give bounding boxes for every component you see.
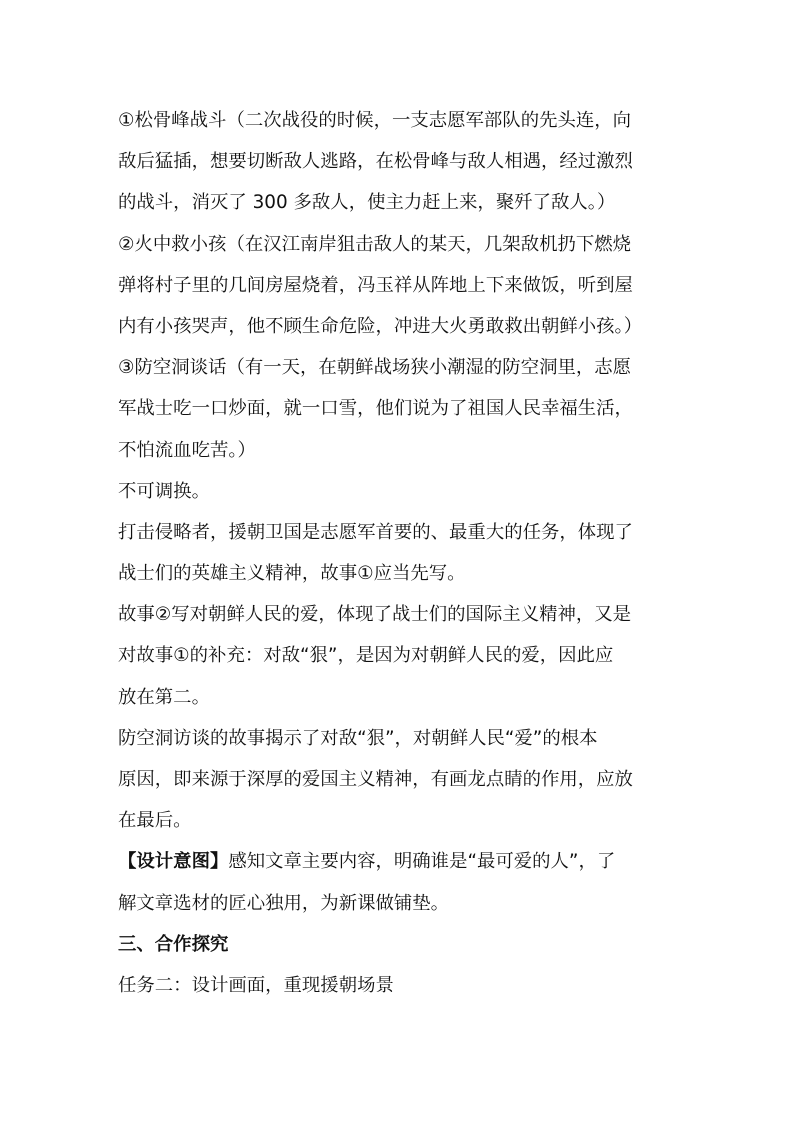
story-3-line-2: 军战士吃一口炒面，就一口雪，他们说为了祖国人民幸福生活， xyxy=(118,398,633,420)
answer-statement: 不可调换。 xyxy=(118,480,210,502)
answer-paragraph-2 xyxy=(118,594,678,718)
answer-p2-line-2: 对故事①的补充：对敌“狠”，是因为对朝鲜人民的爱，因此应 xyxy=(118,645,614,667)
answer-p2-line-3: 放在第二。 xyxy=(118,686,210,708)
story-1-line-2: 敌后猛插，想要切断敌人逃路，在松骨峰与敌人相遇，经过激烈 xyxy=(118,151,633,173)
answer-paragraph-1 xyxy=(118,512,678,594)
design-intent-text: 感知文章主要内容，明确谁是“最可爱的人”，了 xyxy=(228,851,616,873)
answer-p3-line-2: 原因，即来源于深厚的爱国主义精神，有画龙点睛的作用，应放 xyxy=(118,769,633,790)
answer-p1-line-1: 打击侵略者，援朝卫国是志愿军首要的、最重大的任务，体现了 xyxy=(118,521,633,543)
story-2 xyxy=(118,224,678,348)
design-intent-label: 【设计意图】 xyxy=(118,851,229,873)
story-1 xyxy=(118,100,678,224)
story-1-line-3: 的战斗，消灭了 300 多敌人，使主力赶上来，聚歼了敌人。） xyxy=(118,192,616,214)
design-intent xyxy=(118,841,678,923)
design-intent-line-2: 解文章选材的匠心独用，为新课做铺垫。 xyxy=(118,892,450,914)
answer-p1-line-2: 战士们的英雄主义精神，故事①应当先写。 xyxy=(118,563,466,585)
answer-p2-line-1: 故事②写对朝鲜人民的爱，体现了战士们的国际主义精神，又是 xyxy=(118,604,632,626)
answer-p3-line-1: 防空洞访谈的故事揭示了对敌“狠”，对朝鲜人民“爱”的根本 xyxy=(118,727,598,749)
story-3-line-1: ③防空洞谈话（有一天，在朝鲜战场狭小潮湿的防空洞里，志愿 xyxy=(118,357,632,379)
story-2-line-2: 弹将村子里的几间房屋烧着，冯玉祥从阵地上下来做饭，听到屋 xyxy=(118,274,633,296)
story-3 xyxy=(118,347,678,471)
answer-paragraph-3 xyxy=(118,718,678,842)
story-2-line-1: ②火中救小孩（在汉江南岸狙击敌人的某天，几架敌机扔下燃烧 xyxy=(118,233,632,255)
story-1-line-1: ①松骨峰战斗（二次战役的时候，一支志愿军部队的先头连，向 xyxy=(118,110,632,131)
section-heading-cooperative-inquiry: 三、合作探究 xyxy=(118,933,229,955)
story-3-line-3: 不怕流血吃苦。） xyxy=(118,439,256,461)
answer-p3-line-3: 在最后。 xyxy=(118,810,192,832)
design-intent-line-1 xyxy=(118,841,678,882)
task-2-title: 任务二：设计画面，重现援朝场景 xyxy=(118,974,394,996)
document-body xyxy=(118,100,678,1006)
story-2-line-3: 内有小孩哭声，他不顾生命危险，冲进大火勇敢救出朝鲜小孩。） xyxy=(118,315,643,337)
